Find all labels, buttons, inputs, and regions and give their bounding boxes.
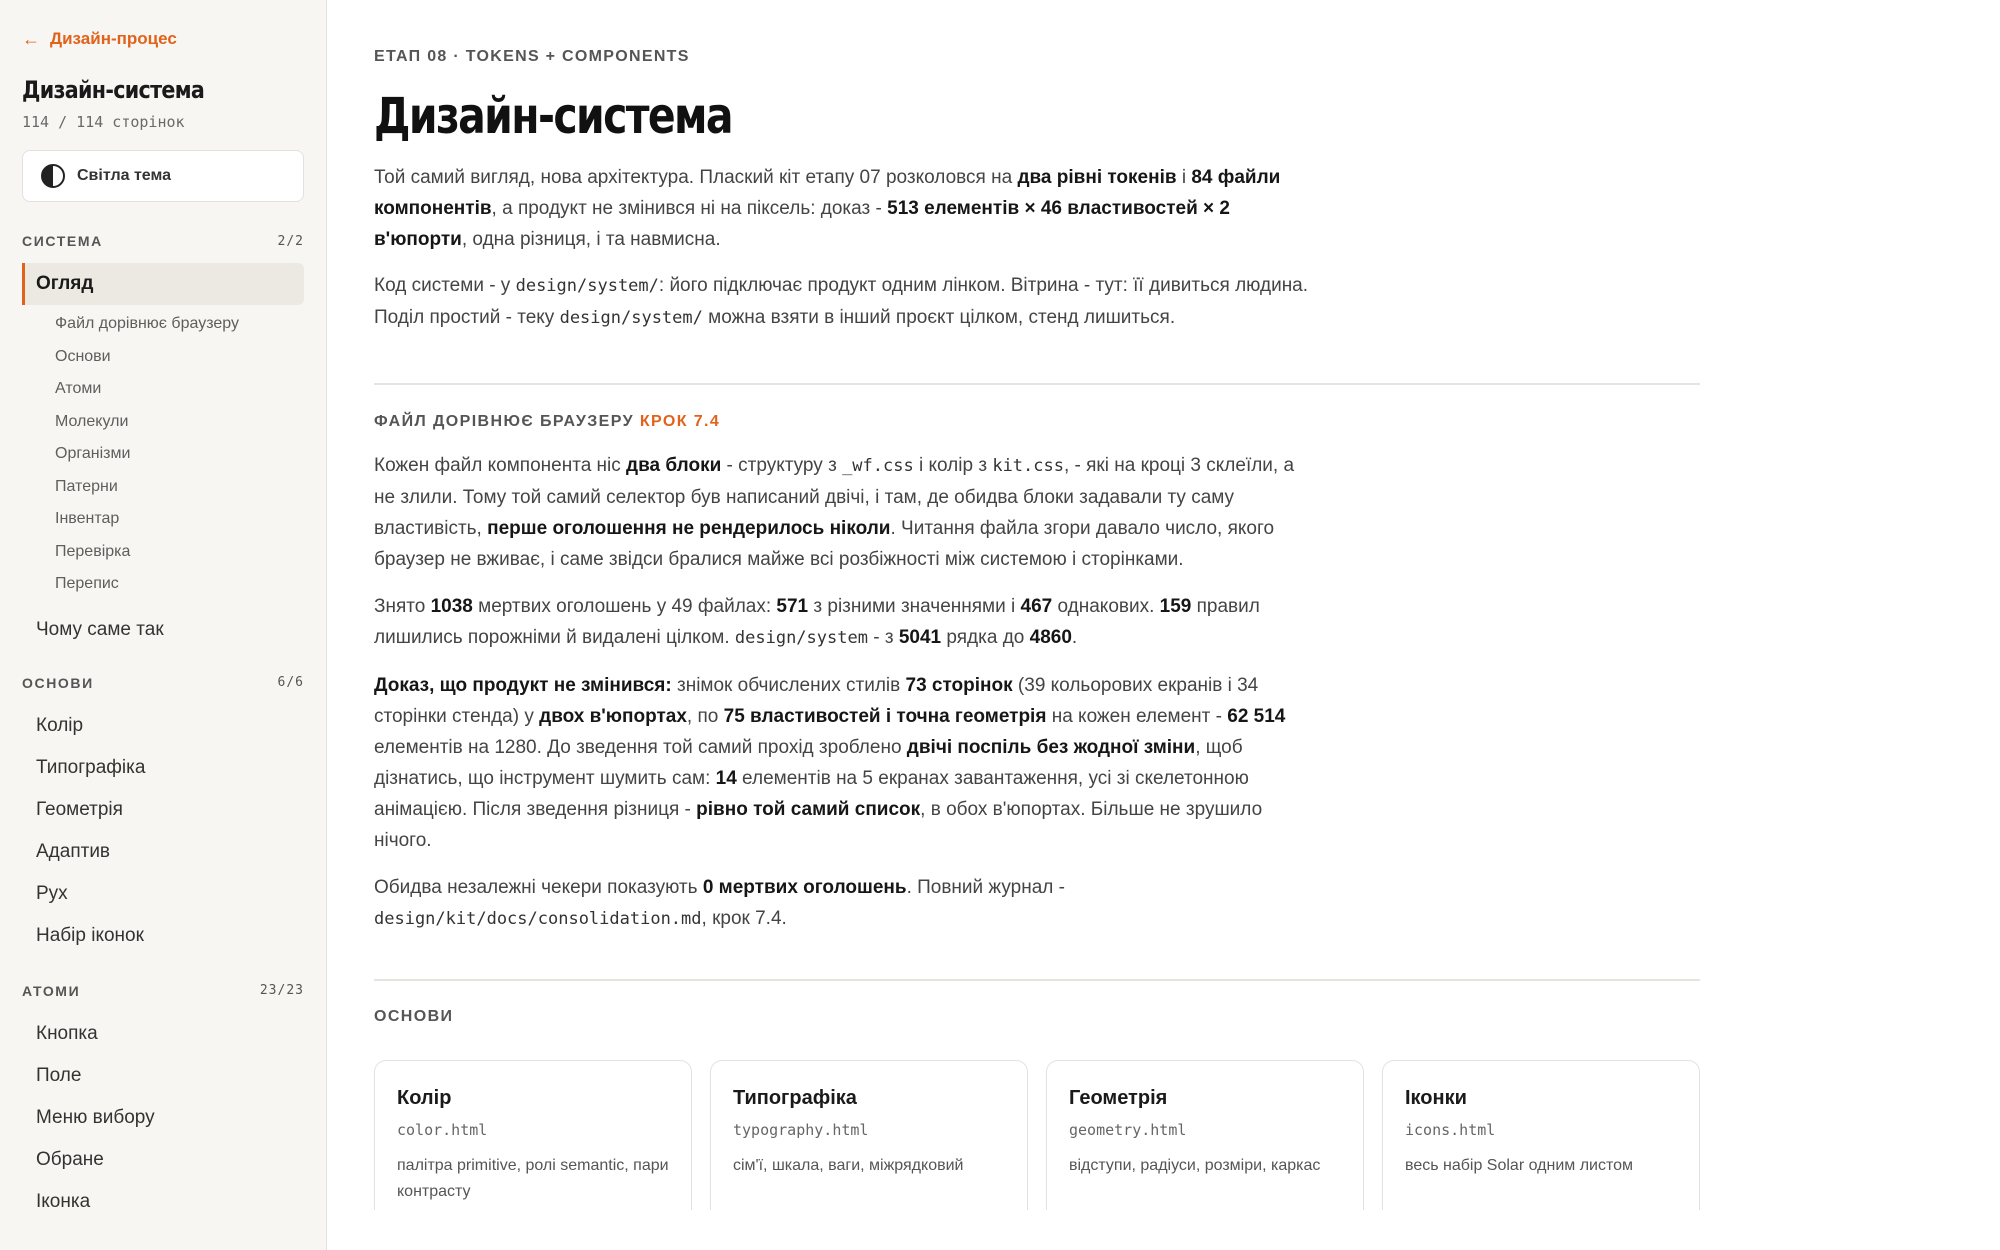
page-count: 114 / 114 сторінок (22, 113, 185, 131)
sidebar-item-typography[interactable]: Типографіка (36, 756, 146, 778)
intro-paragraph-1: Той самий вигляд, нова архітектура. Плаский кіт етапу 07 розколовся на два рівні токенів і 84 файли компонентів, а продукт не змінився ні на піксель: доказ - 513 елементів × 46 властивостей × 2 в'юпорти, одна різниця, і та навмисна. (374, 167, 1281, 250)
section-label: АТОМИ (22, 982, 81, 999)
file-paragraph-4: Обидва незалежні чекери показують 0 мертвих оголошень. Повний журнал - design/kit/docs/consolidation.md, крок 7.4. (374, 877, 1065, 929)
foundations-cards (374, 1060, 1710, 1210)
sidebar-title: Дизайн-система (22, 76, 205, 104)
card-file: typography.html (733, 1121, 869, 1139)
back-link-label: Дизайн-процес (50, 29, 177, 48)
card-typography[interactable] (710, 1060, 1028, 1210)
arrow-left-icon: ← (22, 29, 40, 49)
section-heading-file-browser: ФАЙЛ ДОРІВНЮЄ БРАУЗЕРУ КРОК 7.4 (374, 413, 721, 430)
card-title: Типографіка (733, 1087, 857, 1109)
theme-toggle-button[interactable] (22, 150, 304, 202)
sidebar-subitem[interactable]: Організми (55, 445, 131, 462)
sidebar-item-why[interactable]: Чому саме так (36, 618, 164, 640)
file-paragraph-3: Доказ, що продукт не змінився: знімок обчислених стилів 73 сторінок (39 кольорових екранів і 34 сторінки стенда) у двох в'юпортах, по 75 властивостей і точна геометрія на кожен елемент - 62 514 елементів на 1280. До зведення той самий прохід зроблено двічі поспіль без жодної зміни, щоб дізнатись, що інструмент шумить сам: 14 елементів на 5 екранах завантаження, усі зі скелетонною анімацією. Після зведення різниця - рівно той самий список, в обох в'юпортах. Більше не зрушило нічого. (374, 675, 1286, 851)
atoms-list (22, 1013, 304, 1223)
sidebar-subitem[interactable]: Файл дорівнює браузеру (55, 315, 239, 332)
section-header-atoms (22, 982, 304, 1000)
section-heading-foundations: ОСНОВИ (374, 1008, 454, 1025)
card-file: geometry.html (1069, 1121, 1187, 1139)
stage-eyebrow: ЕТАП 08 · TOKENS + COMPONENTS (374, 48, 690, 65)
section-header-system (22, 232, 304, 250)
sidebar-subitems (22, 308, 304, 601)
section-divider (374, 979, 1700, 981)
sidebar-item-icon-set[interactable]: Набір іконок (36, 924, 144, 946)
card-description: палітра primitive, ролі semantic, пари контрасту (397, 1157, 669, 1200)
sidebar-item-icon[interactable]: Іконка (36, 1190, 91, 1212)
sidebar-item-select[interactable]: Меню вибору (36, 1106, 155, 1128)
card-description: відступи, радіуси, розміри, каркас (1069, 1157, 1321, 1174)
card-title: Іконки (1405, 1087, 1467, 1109)
section-count: 23/23 (259, 983, 304, 998)
card-icons[interactable] (1382, 1060, 1700, 1210)
sidebar (0, 0, 327, 1250)
card-color[interactable] (374, 1060, 692, 1210)
sidebar-subitem[interactable]: Інвентар (55, 510, 120, 527)
sidebar-subitem[interactable]: Атоми (55, 380, 102, 397)
section-count: 2/2 (277, 233, 304, 249)
sidebar-item-motion[interactable]: Рух (36, 882, 68, 904)
foundations-list (22, 705, 304, 957)
sidebar-subitem[interactable]: Молекули (55, 412, 129, 430)
page-title: Дизайн-система (374, 87, 732, 145)
card-file: icons.html (1405, 1121, 1496, 1139)
main-content (374, 0, 1710, 1210)
sidebar-subitem[interactable]: Патерни (55, 477, 118, 495)
sidebar-item-button[interactable]: Кнопка (36, 1022, 98, 1044)
sidebar-subitem[interactable]: Основи (55, 347, 111, 365)
sidebar-item-color[interactable]: Колір (36, 714, 84, 736)
sidebar-item-adaptive[interactable]: Адаптив (36, 840, 111, 862)
sidebar-subitem[interactable]: Перевірка (55, 542, 131, 560)
sidebar-item-overview[interactable]: Огляд (22, 263, 304, 305)
section-header-foundations (22, 674, 304, 692)
card-description: весь набір Solar одним листом (1405, 1157, 1634, 1174)
section-divider (374, 383, 1700, 385)
file-paragraph-2: Знято 1038 мертвих оголошень у 49 файлах: 571 з різними значеннями і 467 однакових. 159 правил лишились порожніми й видалені цілком. design/system - з 5041 рядка до 4860. (374, 596, 1260, 648)
card-title: Геометрія (1069, 1087, 1168, 1109)
sidebar-item-favorite[interactable]: Обране (36, 1148, 104, 1170)
section-label: СИСТЕМА (22, 233, 103, 249)
sidebar-subitem[interactable]: Перепис (55, 575, 119, 592)
section-count: 6/6 (277, 675, 304, 690)
card-description: сім'ї, шкала, ваги, міжрядковий (733, 1157, 964, 1174)
section-label: ОСНОВИ (22, 674, 94, 691)
card-title: Колір (397, 1087, 452, 1109)
intro-paragraph-2: Код системи - у design/system/: його підключає продукт одним лінком. Вітрина - тут: її дивиться людина. Поділ простий - теку design/system/ можна взяти в інший проєкт цілком, стенд лишиться. (374, 275, 1309, 328)
card-geometry[interactable] (1046, 1060, 1364, 1210)
theme-toggle-label: Світла тема (77, 167, 172, 184)
contrast-icon (41, 164, 65, 188)
back-link[interactable] (22, 28, 304, 50)
sidebar-item-geometry[interactable]: Геометрія (36, 798, 123, 820)
step-link[interactable]: КРОК 7.4 (639, 413, 721, 430)
sidebar-item-field[interactable]: Поле (36, 1064, 82, 1086)
card-file: color.html (397, 1121, 488, 1139)
file-paragraph-1: Кожен файл компонента ніс два блоки - структуру з _wf.css і колір з kit.css, - які на кроці 3 склеїли, а не злили. Тому той самий селектор був написаний двічі, і там, де обидва блоки задавали ту саму властивість, перше оголошення не рендерилось ніколи. Читання файла згори давало число, якого браузер не вживає, і саме звідси бралися майже всі розбіжності між системою і сторінками. (374, 455, 1295, 570)
